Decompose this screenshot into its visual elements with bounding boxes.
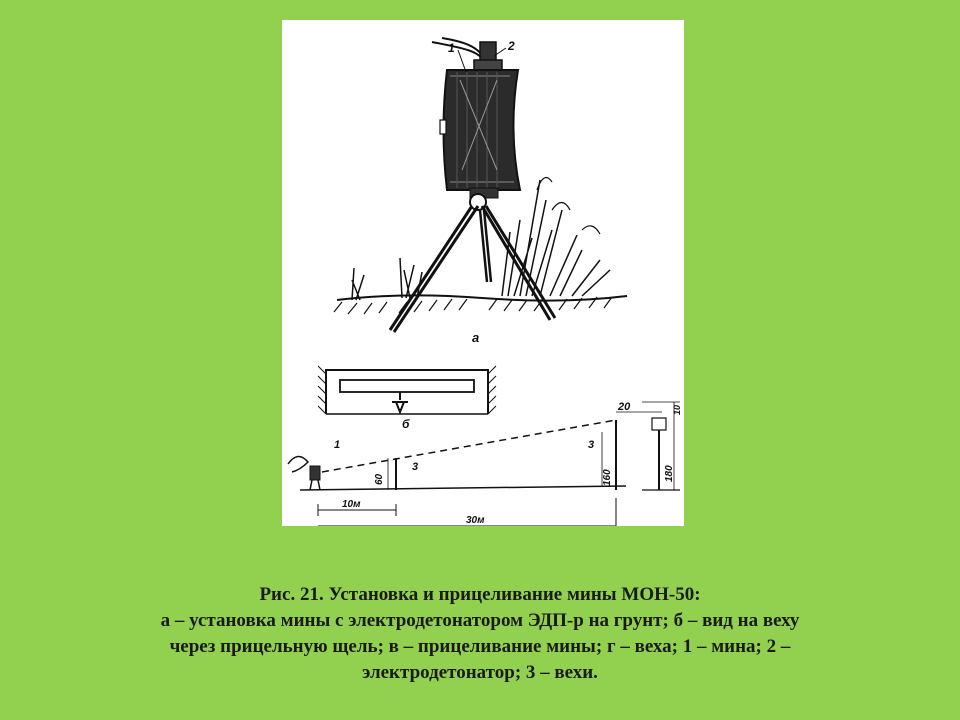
part-1-label: 1 (448, 41, 455, 55)
distance-10m-label: 10м (342, 499, 361, 510)
near-stake-label: 3 (412, 461, 419, 473)
aim-part-1-label: 1 (334, 439, 341, 451)
view-a-label: а (472, 330, 480, 345)
height-180-label: 180 (664, 465, 675, 482)
caption-line-3: через прицельную щель; в – прицеливание мины; г – веха; 1 – мина; 2 – (169, 636, 791, 657)
caption-title: Рис. 21. Установка и прицеливание мины МОН-50: (259, 584, 701, 605)
view-b-label: б (402, 417, 410, 431)
figure-illustration (282, 20, 684, 526)
caption-line-4: электродетонатор; 3 – вехи. (362, 662, 598, 683)
height-60-label: 60 (374, 473, 385, 485)
size-10-label: 10 (672, 404, 682, 415)
caption-line-2: а – установка мины с электродетонатором ЭДП-р на грунт; б – вид на веху (160, 610, 800, 631)
figure-caption (0, 582, 960, 686)
width-20-label: 20 (618, 401, 631, 413)
part-2-label: 2 (508, 39, 515, 53)
view-b-sight-slot (318, 366, 496, 414)
height-160-label: 160 (602, 469, 613, 486)
view-a-mine-on-tripod (334, 38, 627, 332)
distance-30m-label: 30м (466, 515, 485, 526)
far-stake-label: 3 (588, 439, 595, 451)
mine-installation-drawing (282, 20, 684, 526)
